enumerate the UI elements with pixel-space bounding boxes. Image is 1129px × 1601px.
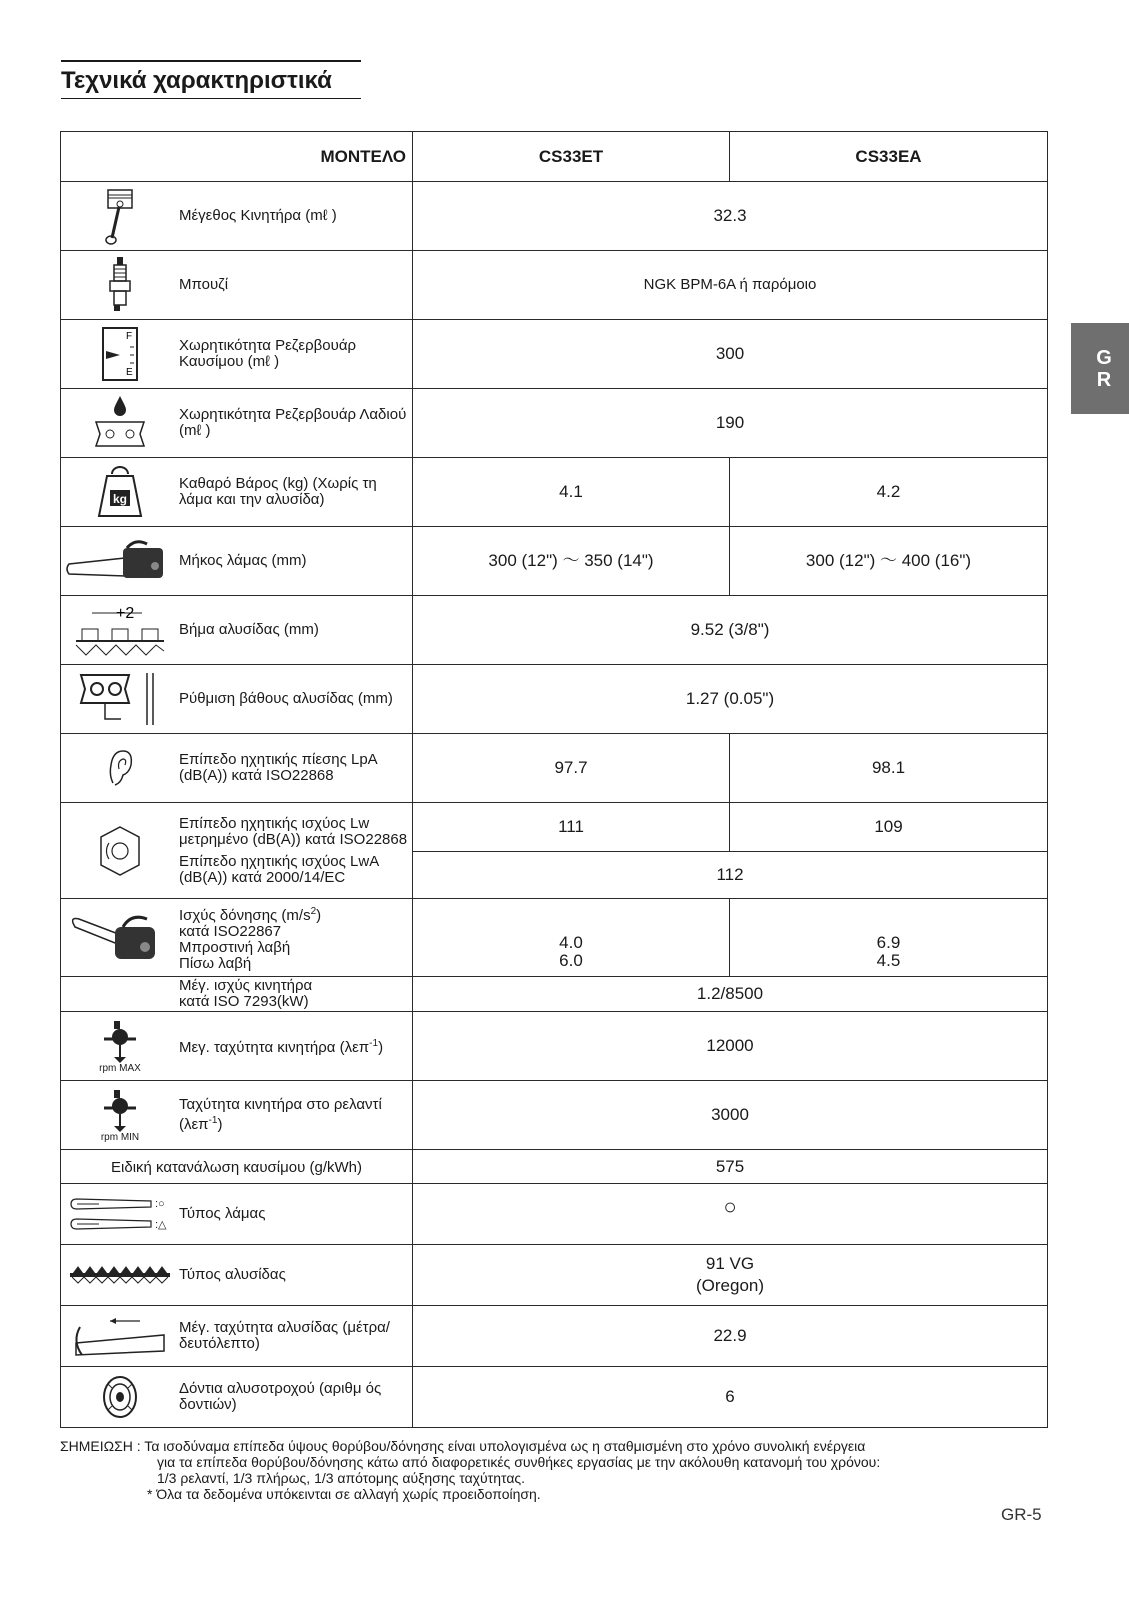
weight-kg-icon <box>61 464 179 520</box>
model-header: ΜΟΝΤΕΛΟ <box>61 132 413 182</box>
row-idle-speed <box>61 1081 1048 1150</box>
row-chain-pitch <box>61 596 1048 665</box>
bar-type-label: Τύπος λάμας <box>179 1205 266 1222</box>
chain-type-value-line2: (Oregon) <box>695 1276 765 1295</box>
page-title: Τεχνικά χαρακτηριστικά <box>61 66 332 94</box>
chain-pitch-label: Βήμα αλυσίδας (mm) <box>179 621 319 638</box>
weight-label: Καθαρό Βάρος (kg) (Χωρίς τη λάμα και την αλυσίδα) <box>179 475 377 508</box>
spark-plug-label: Μπουζί <box>179 276 229 293</box>
chain-pitch-icon <box>61 601 179 659</box>
max-speed-label-sup: -1 <box>369 1038 379 1049</box>
depth-gauge-value: 1.27 (0.05") <box>413 665 1048 734</box>
engine-value: 32.3 <box>413 182 1048 251</box>
row-spark-plug <box>61 251 1048 320</box>
vibration-label-sup: 2 <box>310 905 317 917</box>
vibration-label-line1-end: ) <box>316 906 322 924</box>
max-power-label: Μέγ. ισχύς κινητήρα κατά ISO 7293(kW) <box>179 977 313 1010</box>
row-bar-type <box>61 1184 1048 1245</box>
page-number: GR-5 <box>1001 1505 1042 1524</box>
oil-drop-chain-icon <box>61 394 179 452</box>
vibration-rear-cs33ea: 4.5 <box>876 951 901 970</box>
rpm-min-caption: rpm MIN <box>100 1131 140 1143</box>
sound-power-guaranteed-value: 112 <box>413 852 1048 899</box>
header-row <box>61 132 1048 182</box>
max-speed-label-text: Μεγ. ταχύτητα κινητήρα (λεπ <box>179 1039 370 1056</box>
max-speed-label-end: ) <box>378 1039 384 1056</box>
col-cs33ea-header: CS33EA <box>730 132 1048 182</box>
bar-type-icon-a: :○ <box>155 1198 165 1210</box>
title-bottom-rule <box>61 98 361 100</box>
sound-pressure-value-cs33et: 97.7 <box>413 734 730 803</box>
row-sound-power-measured <box>61 803 1048 852</box>
engine-label: Μέγεθος Κινητήρα (mℓ ) <box>179 207 337 224</box>
sound-power-measured-value-cs33et: 111 <box>413 803 730 852</box>
chain-type-value-line1: 91 VG <box>705 1254 755 1273</box>
weight-value-cs33ea: 4.2 <box>730 458 1048 527</box>
row-bar-length <box>61 527 1048 596</box>
svg-text:kg: kg <box>113 492 128 506</box>
sound-pressure-value-cs33ea: 98.1 <box>730 734 1048 803</box>
row-chain-speed <box>61 1306 1048 1367</box>
idle-speed-label-end: ) <box>217 1116 223 1133</box>
svg-text:F: F <box>126 331 133 342</box>
chain-speed-label: Μέγ. ταχύτητα αλυσίδας (μέτρα/δευτόλεπτο) <box>179 1319 390 1352</box>
idle-speed-label-text: Ταχύτητα κινητήρα στο ρελαντί (λεπ <box>179 1096 382 1133</box>
row-sound-pressure <box>61 734 1048 803</box>
bar-length-value-cs33ea: 300 (12") ～ 400 (16") <box>730 527 1048 596</box>
fuel-tank-label: Χωρητικότητα Ρεζερβουάρ Καυσίμου (mℓ ) <box>179 337 357 370</box>
vibration-rear-cs33et: 6.0 <box>559 951 583 970</box>
row-fuel-tank <box>61 320 1048 389</box>
fuel-consumption-label: Ειδική κατανάλωση καυσίμου (g/kWh) <box>111 1158 362 1176</box>
row-weight <box>61 458 1048 527</box>
ear-icon <box>61 745 179 791</box>
language-tab-line1: G <box>1096 346 1112 369</box>
sprocket-teeth-value: 6 <box>413 1367 1048 1428</box>
vibration-label <box>179 904 325 972</box>
col-cs33et-header: CS33ET <box>413 132 730 182</box>
rpm-max-caption: rpm MAX <box>99 1062 141 1074</box>
row-fuel-consumption <box>61 1150 1048 1184</box>
saw-chain-icon <box>61 1265 179 1285</box>
max-speed-value: 12000 <box>413 1012 1048 1081</box>
chain-type-label: Τύπος αλυσίδας <box>179 1266 286 1283</box>
sound-power-guaranteed-label: Επίπεδο ηχητικής ισχύος LwA (dB(A)) κατά 2000/14/EC <box>179 852 379 886</box>
row-sprocket-teeth <box>61 1367 1048 1428</box>
note-line2: για τα επίπεδα θορύβου/δόνησης κάτω από διαφορετικές συνθήκες εργασίας με την ακόλουθη κατανομή του χρόνου: <box>157 1454 881 1470</box>
idle-speed-label <box>179 1097 412 1133</box>
chainsaw-vibration-icon <box>61 907 179 969</box>
spark-plug-value: NGK BPM-6A ή παρόμοιο <box>413 251 1048 320</box>
vibration-front-cs33et: 4.0 <box>559 933 583 952</box>
idle-speed-label-sup: -1 <box>208 1115 218 1126</box>
chain-speed-value: 22.9 <box>413 1306 1048 1367</box>
note-line4: * Όλα τα δεδομένα υπόκεινται σε αλλαγή χωρίς προειδοποίηση. <box>147 1486 541 1502</box>
depth-gauge-icon <box>61 669 179 729</box>
bar-length-value-cs33et: 300 (12") ～ 350 (14") <box>413 527 730 596</box>
depth-gauge-label: Ρύθμιση βάθους αλυσίδας (mm) <box>179 690 393 707</box>
bar-length-label: Μήκος λάμας (mm) <box>179 552 307 569</box>
fuel-tank-value: 300 <box>413 320 1048 389</box>
sound-power-measured-value-cs33ea: 109 <box>730 803 1048 852</box>
row-oil-tank <box>61 389 1048 458</box>
sprocket-teeth-label: Δόντια αλυσοτροχού (αριθμ ός δοντιών) <box>179 1380 382 1413</box>
chain-pitch-icon-text: +2 <box>116 605 135 622</box>
chainsaw-icon <box>61 536 179 586</box>
spark-plug-icon <box>61 255 179 315</box>
language-tab <box>1071 323 1129 414</box>
max-speed-label <box>179 1036 387 1056</box>
sound-power-icon <box>61 823 179 879</box>
weight-value-cs33et: 4.1 <box>413 458 730 527</box>
oil-tank-label: Χωρητικότητα Ρεζερβουάρ Λαδιού (mℓ ) <box>179 406 407 439</box>
row-max-power <box>61 977 1048 1012</box>
chain-pitch-value: 9.52 (3/8") <box>413 596 1048 665</box>
sound-pressure-label: Επίπεδο ηχητικής πίεσης LpA (dB(A)) κατά ISO22868 <box>179 751 377 784</box>
chain-speed-icon <box>61 1313 179 1359</box>
spec-table <box>60 131 1048 1428</box>
row-chain-type <box>61 1245 1048 1306</box>
notes-section <box>60 1438 1050 1502</box>
max-power-value: 1.2/8500 <box>413 977 1048 1012</box>
fuel-consumption-value: 575 <box>413 1150 1048 1184</box>
row-engine <box>61 182 1048 251</box>
sprocket-icon <box>61 1374 179 1420</box>
language-tab-line2: R <box>1096 368 1112 391</box>
row-depth-gauge <box>61 665 1048 734</box>
vibration-front-cs33ea: 6.9 <box>876 933 901 952</box>
note-line1: ΣΗΜΕΙΩΣΗ : Τα ισοδύναμα επίπεδα ύψους θορύβου/δόνησης είναι υπολογισμένα ως η σταθμισμένη στο χρόνο συνολική ενέργεια <box>60 1438 866 1454</box>
bar-type-value: ○ <box>413 1184 1048 1245</box>
row-vibration <box>61 899 1048 977</box>
sound-power-measured-label: Επίπεδο ηχητικής ισχύος Lw μετρημένο (dB(A)) κατά ISO22868 <box>179 814 408 848</box>
svg-text:E: E <box>126 367 133 378</box>
vibration-label-line1: Ισχύς δόνησης (m/s <box>179 906 311 924</box>
guide-bar-types-icon <box>61 1197 179 1231</box>
title-block <box>61 60 361 99</box>
fuel-gauge-icon <box>61 325 179 383</box>
vibration-label-rest: κατά ISO22867 Μπροστινή λαβή Πίσω λαβή <box>179 922 291 972</box>
idle-speed-value: 3000 <box>413 1081 1048 1150</box>
bar-type-icon-b: :△ <box>155 1218 167 1231</box>
note-line3: 1/3 ρελαντί, 1/3 πλήρως, 1/3 απότομης αύξησης ταχύτητας. <box>157 1470 526 1486</box>
piston-icon <box>61 186 179 246</box>
crankshaft-min-icon <box>61 1088 179 1143</box>
oil-tank-value: 190 <box>413 389 1048 458</box>
crankshaft-max-icon <box>61 1019 179 1074</box>
row-max-speed <box>61 1012 1048 1081</box>
